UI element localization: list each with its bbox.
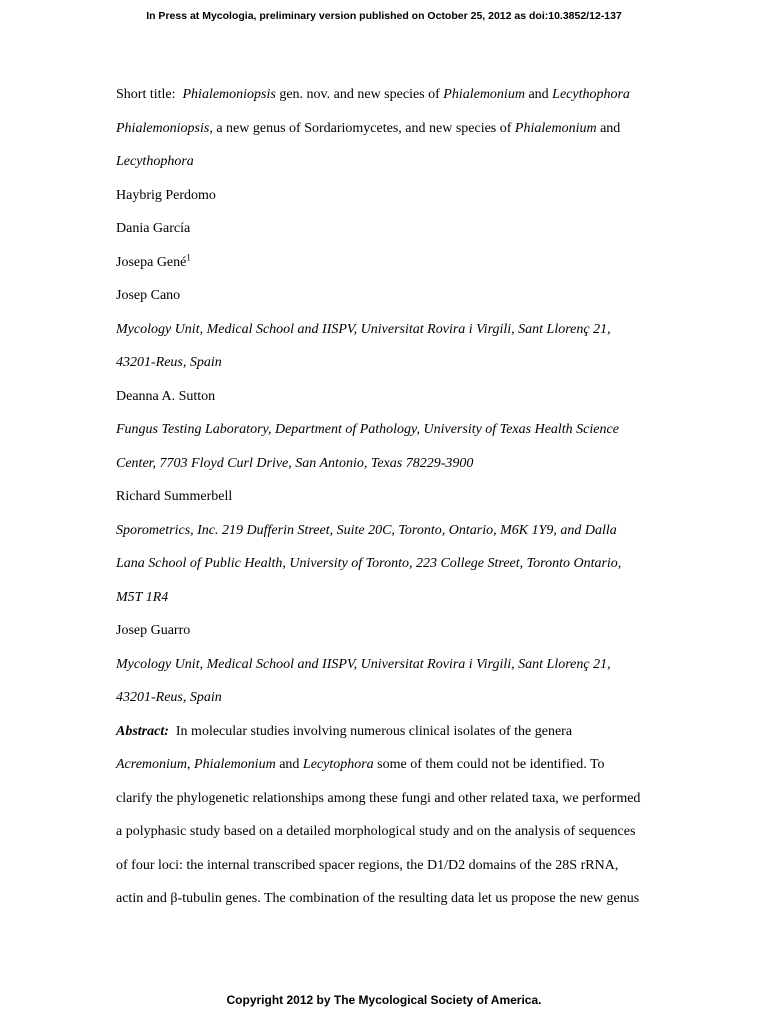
abstract-line-4: a polyphasic study based on a detailed morphological study and on the analysis of sequences [116,824,636,839]
abstract-genus: Phialemonium [194,757,276,772]
affiliation-line: Sporometrics, Inc. 219 Dufferin Street, Suite 20C, Toronto, Ontario, M6K 1Y9, and Dalla [116,522,617,538]
affiliation-line: M5T 1R4 [116,589,169,605]
affiliation-line: Mycology Unit, Medical School and IISPV, Universitat Rovira i Virgili, Sant Llorenç 21, [116,656,611,672]
affiliation-line: 43201-Reus, Spain [116,355,222,370]
manuscript-body [116,83,656,921]
abstract-line-1 [116,720,656,754]
author-name: Josep Guarro [116,623,191,638]
abstract-line-6: actin and β-tubulin genes. The combination of the resulting data let us propose the new genus [116,891,640,906]
affiliation-line: Center, 7703 Floyd Curl Drive, San Antonio, Texas 78229-3900 [116,455,474,471]
title-text: , a new genus of Sordariomycetes, and new species of [209,120,515,136]
abstract-sep: , [187,757,195,772]
author-name: Dania García [116,221,191,236]
abstract-label: Abstract: [116,723,169,739]
short-title-text: gen. nov. and new species of [275,87,444,102]
title-line-1 [116,117,656,151]
affiliation-line: Lana School of Public Health, University of Toronto, 223 College Street, Toronto Ontario, [116,556,622,571]
abstract-genus: Lecytophora [302,757,374,772]
author-name: Josepa Gené [116,254,187,270]
abstract-line-2 [116,753,656,787]
journal-header: In Press at Mycologia, preliminary version published on October 25, 2012 as doi:10.3852/12-137 [146,10,622,22]
copyright-footer: Copyright 2012 by The Mycological Society of America. [226,993,542,1007]
short-title-and: and [524,87,553,102]
short-title-label: Short title: [116,87,176,102]
title-line-2: Lecythophora [116,154,194,169]
author-name: Deanna A. Sutton [116,388,216,404]
author-name: Haybrig Perdomo [116,187,216,203]
affiliation-line: Fungus Testing Laboratory, Department of Pathology, University of Texas Health Science [116,422,619,437]
author-name-corresponding [116,251,656,285]
author-footnote-marker: 1 [186,251,191,262]
short-title-genus: Phialemoniopsis [182,87,276,102]
affiliation-line: 43201-Reus, Spain [116,690,222,705]
title-genus: Phialemoniopsis [116,120,210,136]
short-title-line [116,83,656,117]
abstract-text: In molecular studies involving numerous clinical isolates of the genera [175,723,573,739]
short-title-genus3: Lecythophora [552,87,630,102]
title-and: and [596,120,621,136]
affiliation-line: Mycology Unit, Medical School and IISPV, Universitat Rovira i Virgili, Sant Llorenç 21, [116,321,611,337]
author-name: Richard Summerbell [116,489,233,504]
abstract-line-3: clarify the phylogenetic relationships among these fungi and other related taxa, we performed [116,790,641,806]
author-name: Josep Cano [116,288,181,303]
short-title-genus2: Phialemonium [443,87,525,102]
abstract-line-5: of four loci: the internal transcribed spacer regions, the D1/D2 domains of the 28S rRNA, [116,857,619,873]
abstract-genus: Acremonium [116,757,188,772]
abstract-text: some of them could not be identified. To [373,757,605,772]
title-genus2: Phialemonium [514,120,597,136]
abstract-and: and [275,757,303,772]
